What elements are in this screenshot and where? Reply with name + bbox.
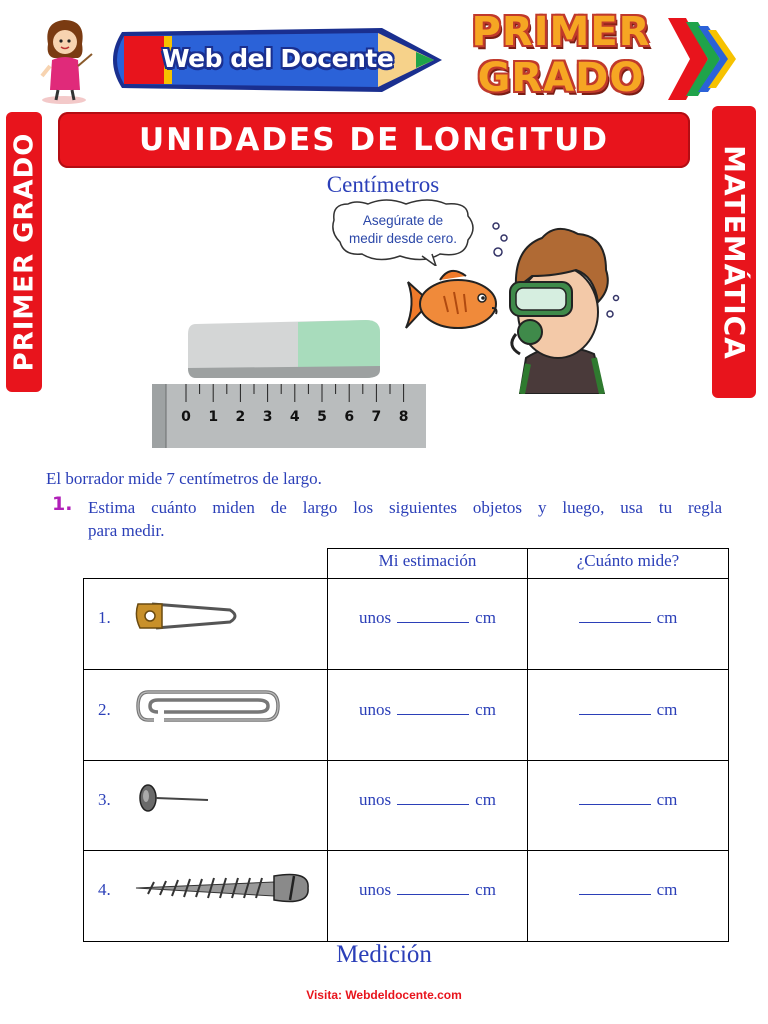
unit-label: cm xyxy=(475,790,496,809)
ruler-number: 3 xyxy=(262,409,273,425)
paper-clip-icon xyxy=(134,684,282,726)
intro-text: El borrador mide 7 centímetros de largo. xyxy=(46,469,322,488)
row-number: 1. xyxy=(98,608,111,627)
diver-icon xyxy=(486,218,626,394)
ruler-number: 8 xyxy=(398,409,409,425)
row-number: 2. xyxy=(98,700,111,719)
header-estimate: Mi estimación xyxy=(378,551,477,570)
unit-label: cm xyxy=(656,608,678,627)
measure-blank[interactable] xyxy=(579,893,651,895)
side-label-right: MATEMÁTICA xyxy=(717,144,751,360)
row-number: 3. xyxy=(98,790,111,809)
unit-label: cm xyxy=(475,608,496,627)
unit-label: cm xyxy=(656,880,678,899)
row-number: 4. xyxy=(98,880,111,899)
unit-label: cm xyxy=(475,700,496,719)
exercise-text-line-1: Estima cuánto miden de largo los siguientes objetos y luego, usa tu regla xyxy=(88,498,722,517)
chevrons-icon xyxy=(664,14,736,104)
thumbtack-icon xyxy=(136,782,210,814)
estimate-prefix: unos xyxy=(359,790,392,809)
estimate-blank[interactable] xyxy=(397,803,469,805)
exercise-text-line-2: para medir. xyxy=(88,521,165,540)
unit-label: cm xyxy=(475,880,496,899)
ruler-number: 4 xyxy=(289,409,300,425)
footer-title: Medición xyxy=(336,941,432,968)
ruler-number: 5 xyxy=(317,409,327,425)
eraser-icon xyxy=(186,318,382,380)
safety-pin-icon xyxy=(134,598,242,634)
header-measure: ¿Cuánto mide? xyxy=(576,551,680,570)
estimate-prefix: unos xyxy=(359,880,392,899)
footer-link[interactable]: Visita: Webdeldocente.com xyxy=(306,988,462,1002)
unit-label: cm xyxy=(656,790,678,809)
ruler-number: 2 xyxy=(235,409,246,425)
unit-label: cm xyxy=(656,700,678,719)
grade-label-bottom: GRADO xyxy=(477,55,645,101)
estimate-blank[interactable] xyxy=(397,893,469,895)
page-title: UNIDADES DE LONGITUD xyxy=(138,122,610,158)
grade-label-top: PRIMER xyxy=(471,9,651,55)
speech-line-2: medir desde cero. xyxy=(348,231,458,246)
ruler-icon xyxy=(152,384,426,448)
exercise-number: 1. xyxy=(52,493,73,515)
measure-blank[interactable] xyxy=(579,621,651,623)
estimate-blank[interactable] xyxy=(397,713,469,715)
measure-blank[interactable] xyxy=(579,803,651,805)
side-label-left: PRIMER GRADO xyxy=(9,132,39,372)
estimate-prefix: unos xyxy=(359,608,392,627)
estimate-prefix: unos xyxy=(359,700,392,719)
estimate-blank[interactable] xyxy=(397,621,469,623)
speech-line-1: Asegúrate de xyxy=(362,213,444,228)
ruler-number: 1 xyxy=(208,409,219,425)
ruler-number: 7 xyxy=(371,409,382,425)
screw-icon xyxy=(134,866,310,908)
subtitle: Centímetros xyxy=(326,172,440,197)
teacher-mascot-icon xyxy=(34,14,98,106)
ruler-number: 0 xyxy=(181,409,191,425)
logo-text: Web del Docente xyxy=(162,44,394,73)
ruler-number: 6 xyxy=(344,409,355,425)
measure-blank[interactable] xyxy=(579,713,651,715)
